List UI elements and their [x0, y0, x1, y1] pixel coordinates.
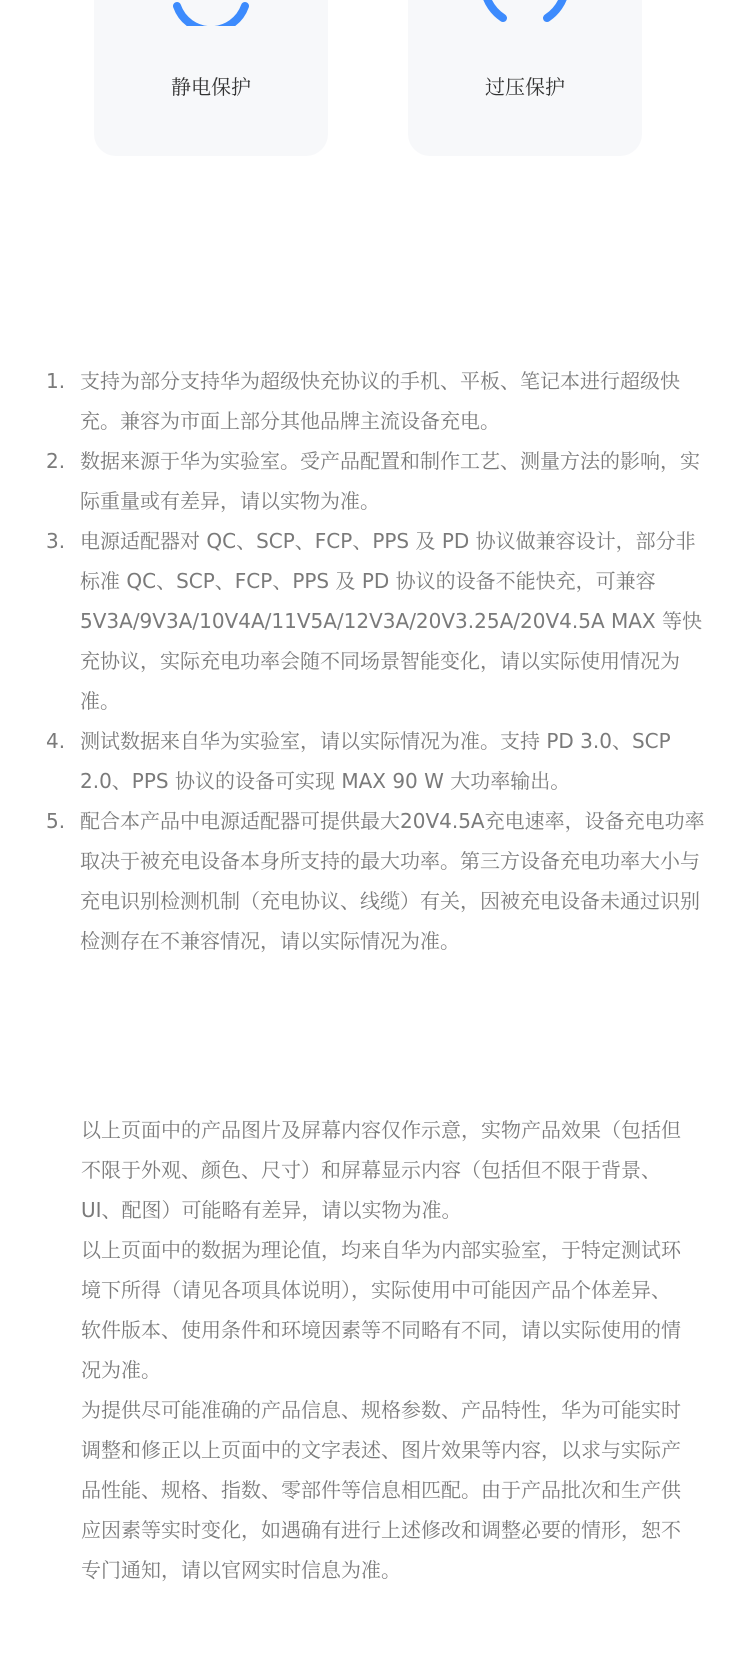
feature-label-esd: 静电保护 — [171, 75, 251, 99]
disclaimer-paragraph: 为提供尽可能准确的产品信息、规格参数、产品特性，华为可能实时调整和修正以上页面中的文字表述、图片效果等内容，以求与实际产品性能、规格、指数、零部件等信息相匹配。由于产品批次和生产供应因素等实时变化，如遇确有进行上述修改和调整必要的情形，恕不专门通知，请以官网实时信息为准。 — [81, 1398, 681, 1582]
feature-label-overvoltage: 过压保护 — [485, 75, 565, 99]
footnote-number: 4. — [46, 729, 66, 753]
footnote-number: 1. — [46, 369, 66, 393]
feature-card-esd — [94, 0, 328, 156]
esd-protection-icon — [161, 0, 261, 26]
footnote-text: 测试数据来自华为实验室，请以实际情况为准。支持 PD 3.0、SCP 2.0、PPS 协议的设备可实现 MAX 90 W 大功率输出。 — [80, 729, 671, 793]
disclaimer-section — [81, 1110, 683, 1590]
footnote-item — [46, 521, 706, 721]
disclaimer-paragraph: 以上页面中的数据为理论值，均来自华为内部实验室，于特定测试环境下所得（请见各项具体说明），实际使用中可能因产品个体差异、软件版本、使用条件和环境因素等不同略有不同，请以实际使用的情况为准。 — [81, 1238, 681, 1382]
footnote-text: 电源适配器对 QC、SCP、FCP、PPS 及 PD 协议做兼容设计，部分非标准 QC、SCP、FCP、PPS 及 PD 协议的设备不能快充，可兼容 5V3A/9V3A/10V4A/11V5A/12V3A/20V3.25A/20V4.5A MAX 等快充协议，实际充电功率会随不同场景智能变化，请以实际使用情况为准。 — [80, 529, 702, 713]
footnote-item — [46, 441, 706, 521]
footnote-item — [46, 361, 706, 441]
footnote-number: 3. — [46, 529, 66, 553]
feature-card-overvoltage — [408, 0, 642, 156]
footnote-item — [46, 721, 706, 801]
footnotes-list — [46, 361, 706, 961]
footnote-number: 2. — [46, 449, 66, 473]
disclaimer-paragraph: 以上页面中的产品图片及屏幕内容仅作示意，实物产品效果（包括但不限于外观、颜色、尺寸）和屏幕显示内容（包括但不限于背景、UI、配图）可能略有差异，请以实物为准。 — [81, 1118, 681, 1222]
footnote-number: 5. — [46, 809, 66, 833]
footnote-text: 数据来源于华为实验室。受产品配置和制作工艺、测量方法的影响，实际重量或有差异，请以实物为准。 — [80, 449, 700, 513]
footnote-item — [46, 801, 706, 961]
overvoltage-protection-icon — [465, 0, 585, 26]
footnote-text: 支持为部分支持华为超级快充协议的手机、平板、笔记本进行超级快充。兼容为市面上部分其他品牌主流设备充电。 — [80, 369, 680, 433]
footnote-text: 配合本产品中电源适配器可提供最大20V4.5A充电速率，设备充电功率取决于被充电设备本身所支持的最大功率。第三方设备充电功率大小与充电识别检测机制（充电协议、线缆）有关，因被充电设备未通过识别检测存在不兼容情况，请以实际情况为准。 — [80, 809, 705, 953]
